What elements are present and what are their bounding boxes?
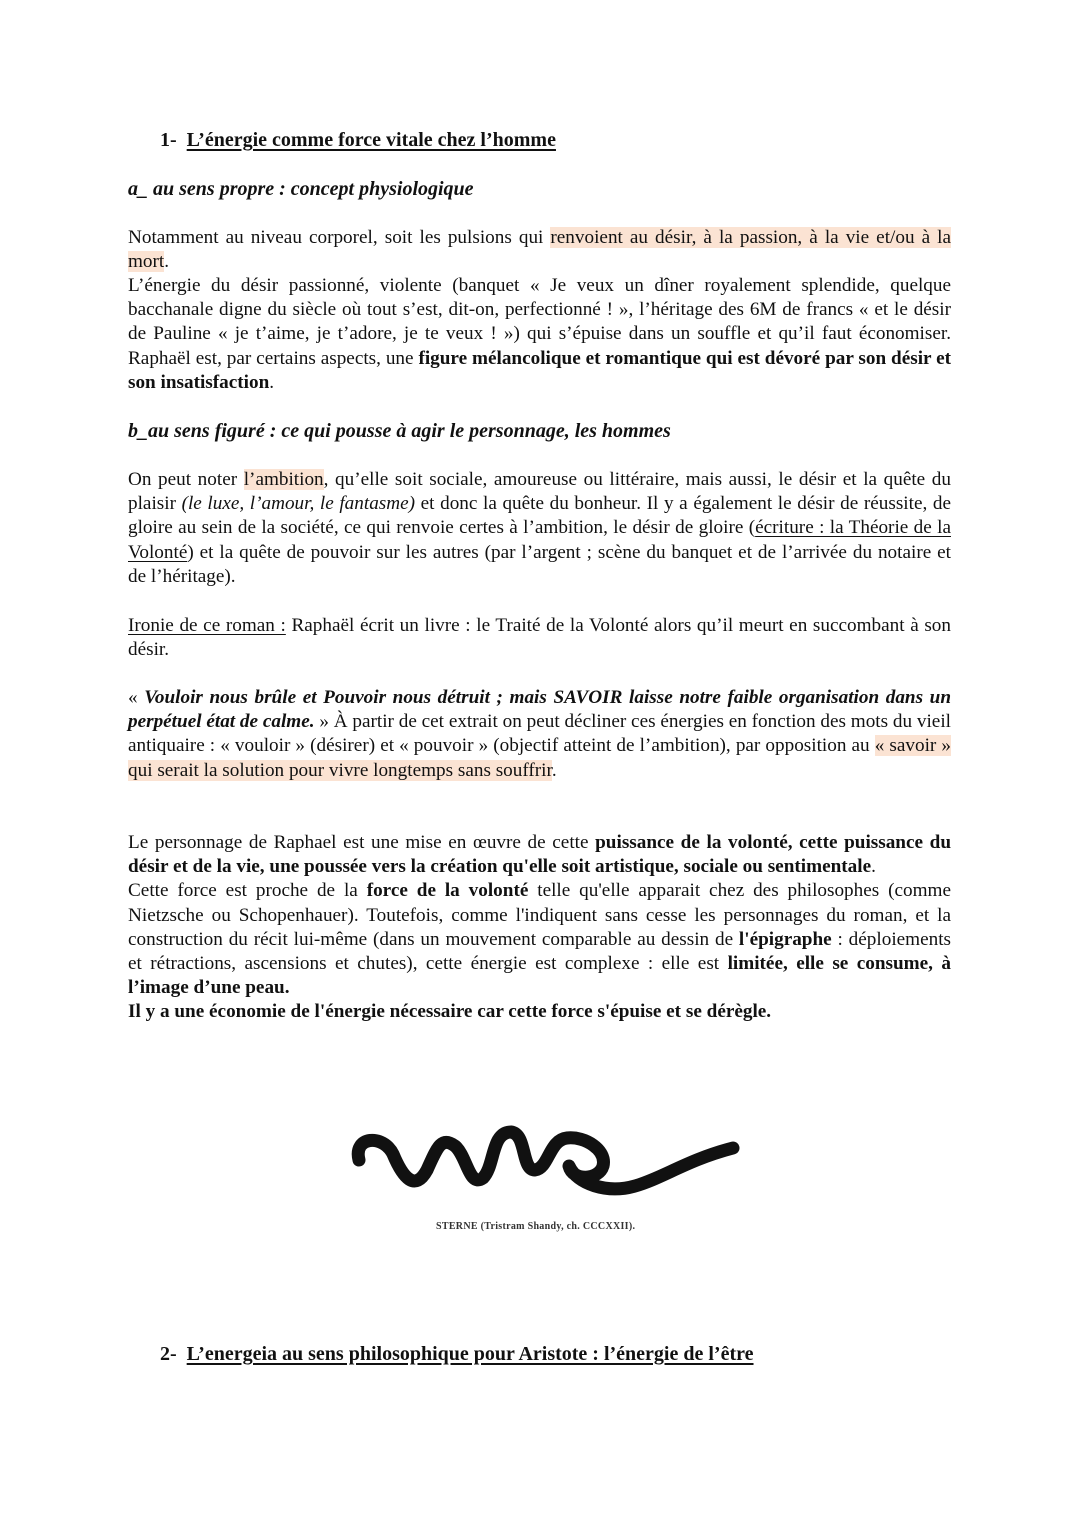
section-2-heading — [160, 1343, 754, 1366]
paragraph-b4 — [128, 831, 951, 1025]
bold-text: figure mélancolique et romantique qui est dévoré par son désir et son insatisfaction — [128, 347, 951, 393]
paragraph-b2 — [128, 614, 951, 662]
section-2-number: 2- — [160, 1343, 177, 1365]
text-run: ) et la quête de pouvoir sur les autres (par l’argent ; scène du banquet et de l’arrivée du notaire et de l’héritage). — [128, 541, 951, 587]
paragraph-a1 — [128, 226, 951, 274]
italic-text: (le luxe, l’amour, le fantasme) — [181, 493, 416, 515]
text-run: L’énergie du désir passionné, violente (banquet « Je veux un dîner royalement splendide, quelque bacchanale digne du siècle où tout s’est, dit-on, perfectionné ! », l’héritage des 6M de francs « et le désir de Pauline « je t’aime, je t’adore, je te veux ! ») qui s’épuise dans un souffle et qu’il faut économiser. Raphaël est, par certains aspects, une — [128, 275, 951, 369]
text-run: telle qu'elle apparait chez des philosophes (comme Nietzsche ou Schopenhauer). Toutefois, comme l'indiquent sans cesse les personnages du roman, et la construction du récit lui-même (dans un mouvement comparable au dessin de — [128, 880, 951, 950]
bold-text: force de la volonté — [366, 880, 529, 902]
text-run: Le personnage de Raphael est une mise en œuvre de cette — [128, 832, 596, 853]
quote-text: Vouloir nous brûle et Pouvoir nous détruit ; mais SAVOIR laisse notre faible organisation dans un perpétuel état de calme. — [128, 687, 952, 733]
text-run: et donc la quête du bonheur. Il y a également le désir de réussite, de gloire au sein de la société, ce qui renvoie certes à l’ambition, le désir de gloire ( — [128, 493, 951, 539]
text-run: Notamment au niveau corporel, soit les pulsions qui — [128, 227, 551, 248]
highlighted-text: « savoir » qui serait la solution pour vivre longtemps sans souffrir — [128, 735, 951, 781]
bold-text: Il y a une économie de l'énergie nécessaire car cette force s'épuise et se dérègle. — [128, 1001, 772, 1023]
text-run: , qu’elle soit sociale, amoureuse ou littéraire, mais aussi, le désir et la quête du plaisir — [128, 469, 951, 515]
epigraph-caption: STERNE (Tristram Shandy, ch. CCCXXII). — [436, 1221, 636, 1232]
subsection-a-heading — [128, 177, 951, 202]
bold-text: l'épigraphe — [738, 928, 832, 950]
section-1-number: 1- — [160, 129, 177, 151]
text-run: On peut noter — [128, 469, 244, 490]
text-run: . — [551, 759, 557, 781]
bold-text: puissance de la volonté, cette puissance du désir et de la vie, une poussée vers la création qu'elle soit artistique, sociale ou sentimentale — [128, 832, 951, 878]
text-run: . — [871, 856, 876, 878]
paragraph-b1 — [128, 468, 951, 589]
highlighted-text: l’ambition — [243, 469, 324, 490]
text-run: . — [269, 371, 275, 393]
bold-text: limitée, elle se consume, à l’image d’une peau. — [128, 953, 951, 999]
underlined-text: Ironie de ce roman : — [128, 615, 286, 636]
epigraph-squiggle-illustration — [345, 1108, 755, 1213]
highlighted-text: renvoient au désir, à la passion, à la vie et/ou à la mort — [128, 227, 951, 273]
subsection-b-heading — [128, 419, 951, 444]
subsection-a-title: a_ au sens propre : concept physiologique — [128, 178, 474, 200]
section-1-heading — [160, 129, 556, 152]
text-run: » À partir de cet extrait on peut décliner ces énergies en fonction des mots du vieil antiquaire : « vouloir » (désirer) et « pouvoir » (objectif atteint de l’ambition), par opposition au — [128, 711, 951, 757]
subsection-b-title: b_au sens figuré : ce qui pousse à agir le personnage, les hommes — [128, 420, 671, 442]
section-1-title: L’énergie comme force vitale chez l’homme — [186, 129, 556, 151]
section-2-title: L’energeia au sens philosophique pour Aristote : l’énergie de l’être — [186, 1343, 754, 1365]
paragraph-b3-quote — [128, 686, 951, 783]
text-run: Cette force est proche de la — [128, 880, 367, 902]
text-run: Raphaël écrit un livre : le Traité de la Volonté alors qu’il meurt en succombant à son désir. — [128, 615, 951, 661]
underlined-text: écriture : la Théorie de la Volonté — [128, 517, 951, 563]
text-run: « — [128, 687, 145, 708]
text-run: . — [164, 251, 170, 273]
text-run: : déploiements et rétractions, ascensions et chutes), cette énergie est complexe : elle est — [128, 928, 951, 975]
paragraph-a2 — [128, 274, 951, 395]
